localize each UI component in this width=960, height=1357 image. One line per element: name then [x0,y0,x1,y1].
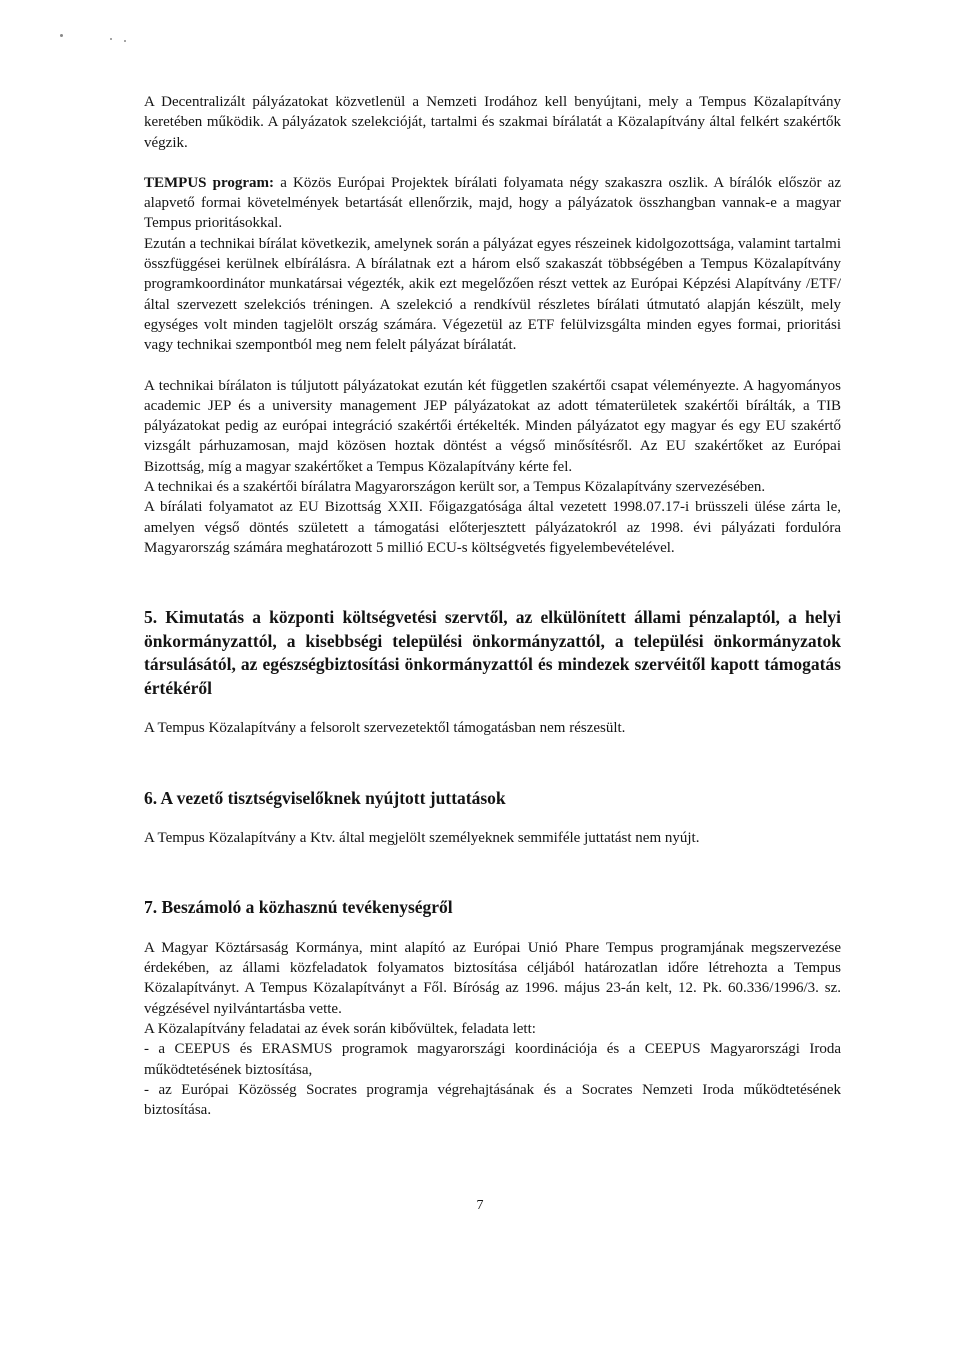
scan-speck [124,40,126,42]
tempus-program-lead: TEMPUS program: [144,174,275,191]
paragraph-tempus-program [144,173,841,234]
paragraph-decentralized: A Decentralizált pályázatokat közvetlenül a Nemzeti Irodához kell benyújtani, mely a Tempus Közalapítvány keretében működik. A pályázatok szelekcióját, tartalmi és szakmai bírálatát a Közalapítvány által felkért szakértők végzik. [144,94,841,151]
section-7-paragraph-founding: A Magyar Köztársaság Kormánya, mint alapító az Európai Unió Phare Tempus programjának megszervezése érdekében, az állami közfeladatok folyamatos biztosítása céljából határozatlan időre létrehozta a Tempus Közalapítványt. A Tempus Közalapítványt a Fől. Bíróság az 1996. május 23-án kelt, 12. Pk. 60.336/1996/3. sz. végzésével nyilvántartásba vette. [144,939,841,1017]
scan-speck [60,34,63,37]
section-7-list-item: - az Európai Közösség Socrates programja végrehajtásának és a Socrates Nemzeti Iroda működtetésének biztosítása. [144,1081,841,1119]
section-7-heading: 7. Beszámoló a közhasznú tevékenységről [144,897,453,918]
document-page [144,92,841,1121]
paragraph-review-location: A technikai és a szakértői bírálatra Magyarországon került sor, a Tempus Közalapítvány szervezésében. [144,479,766,496]
section-5-body: A Tempus Közalapítvány a felsorolt szervezetektől támogatásban nem részesült. [144,720,626,737]
scan-speck [110,38,112,40]
paragraph-final-decision: A bírálati folyamatot az EU Bizottság XXII. Főigazgatósága által vezetett 1998.07.17-i brüsszeli ülése zárta le, amelyen végső döntés született a támogatási előterjesztett pályázatokról az 1998. évi pályázati fordulóra Magyarország számára meghatározott 5 millió ECU-s költségvetés figyelembevételével. [144,499,841,556]
section-5-heading: 5. Kimutatás a központi költségvetési szervtől, az elkülönített állami pénzalaptól, a helyi önkormányzattól, a kisebbségi települési önkormányzattól, a települési önkormányzatok társulásától, az egészségbiztosítási önkormányzattól és mindezek szervéitől kapott támogatás értékéről [144,607,841,698]
section-7-list-item: - a CEEPUS és ERASMUS programok magyarországi koordinációja és a CEEPUS Magyarországi Iroda működtetésének biztosítása, [144,1041,841,1078]
section-7-paragraph-tasks: A Közalapítvány feladatai az évek során kibővültek, feladata lett: [144,1021,536,1038]
paragraph-expert-review: A technikai bírálaton is túljutott pályázatokat ezután két független szakértői csapat véleményezte. A hagyományos academic JEP és a university management JEP pályázatokat az adott tématerületek szakértői bírálták, a TIB pályázatokat pedig az európai integráció szakértői értékelték. Minden pályázatot egy magyar és egy EU szakértő vizsgált párhuzamosan, majd közösen hoztak döntést a végső minősítésről. Az EU szakértőket az Európai Bizottság, míg a magyar szakértőket a Tempus Közalapítvány kérte fel. [144,377,841,475]
section-6-heading: 6. A vezető tisztségviselőknek nyújtott juttatások [144,787,506,808]
section-6-body: A Tempus Közalapítvány a Ktv. által megjelölt személyeknek semmiféle juttatást nem nyújt. [144,830,700,847]
tempus-program-text: a Közös Európai Projektek bírálati folyamata négy szakaszra oszlik. A bírálók először az alapvető formai követelmények betartását ellenőrzik, majd, hogy a pályázatok összhangban vannak-e a magyar Tempus prioritásokkal. [144,174,841,232]
page-number: 7 [476,1198,484,1213]
paragraph-technical-review: Ezután a technikai bírálat következik, amelynek során a pályázat egyes részeinek kidolgozottsága, valamint tartalmi összfüggései kerülnek elbírálásra. A bírálatnak ezt a három első szakaszát többségében a Tempus Közalapítvány programkoordinátor munkatársai végezték, akik ezt megelőzően részt vettek az Európai Képzési Alapítvány /ETF/ által szervezett szelekciós tréningen. A szelekció a rendkívül részletes bírálati útmutató alapján készült, mely egységes volt minden tagjelölt ország számára. Végezetül az ETF felülvizsgálta minden egyes formai, prioritási vagy technikai szempontból meg nem felelt pályázat bírálatát. [144,235,841,354]
